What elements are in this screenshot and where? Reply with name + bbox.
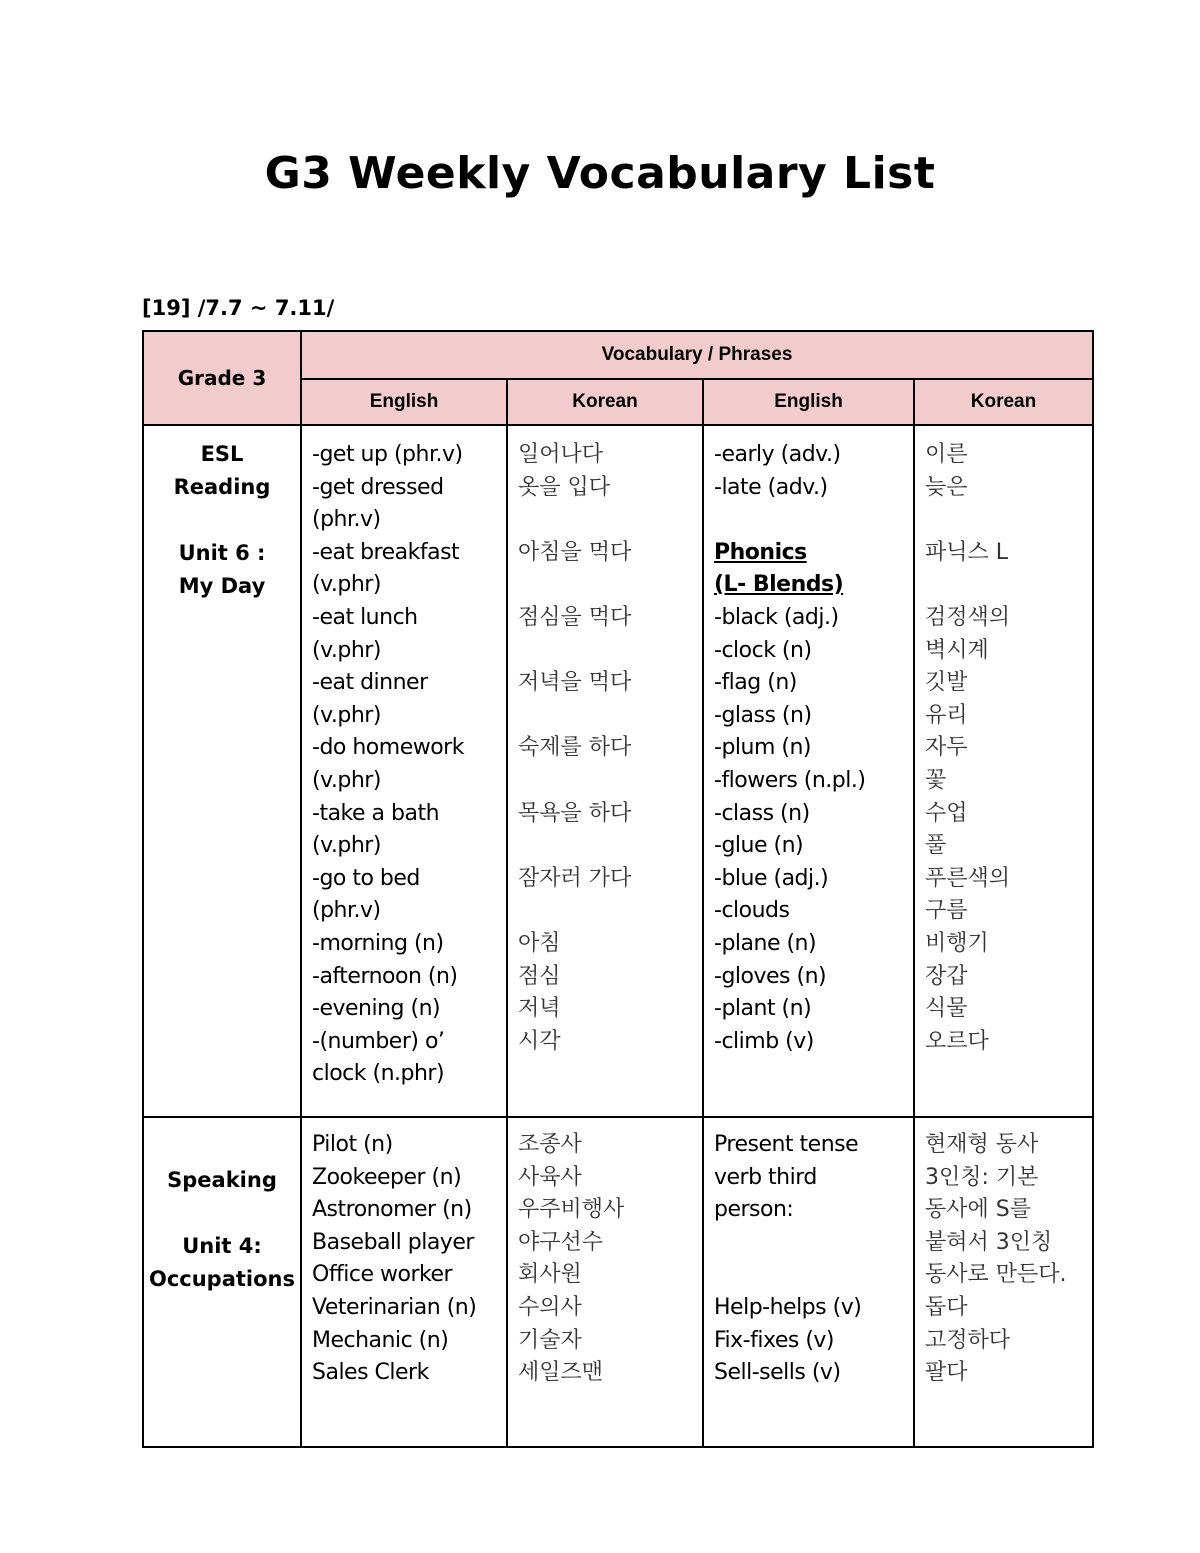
word-entry: Present tense — [714, 1132, 859, 1157]
speaking-korean-column-1 — [507, 1117, 703, 1447]
word-entry — [714, 1227, 903, 1260]
word-entry: -clouds — [714, 898, 790, 924]
word-entry: -flowers (n.pl.) — [714, 767, 866, 793]
word-entry: 시각 — [518, 1028, 561, 1054]
word-entry: 팔다 — [925, 1360, 968, 1386]
word-entry: -flag (n) — [714, 670, 797, 696]
word-entry: 사육사 — [518, 1164, 582, 1190]
word-entry: -clock (n) — [714, 637, 812, 663]
word-entry: -get dressed — [312, 474, 444, 500]
word-entry: -plane (n) — [714, 930, 817, 956]
word-entry: -take a bath — [312, 800, 440, 826]
word-entry: (phr.v) — [312, 507, 381, 533]
word-entry: Sell-sells (v) — [714, 1360, 841, 1386]
word-list — [508, 426, 702, 1058]
esl-korean-column-1 — [507, 425, 703, 1117]
word-list — [915, 426, 1092, 1058]
word-entry: -eat lunch — [312, 604, 418, 630]
vocab-header: Vocabulary / Phrases — [301, 331, 1093, 379]
unit-label-line: My Day — [178, 574, 266, 598]
word-entry: -(number) o’ — [312, 1028, 445, 1054]
week-label: [19] /7.7 ~ 7.11/ — [142, 296, 335, 320]
word-entry: (v.phr) — [312, 767, 381, 793]
word-list — [704, 1118, 913, 1390]
word-entry: -plum (n) — [714, 735, 811, 761]
word-entry: 아침 — [518, 930, 561, 956]
word-entry: 옷을 입다 — [518, 474, 611, 500]
word-list — [302, 1118, 506, 1390]
word-entry: (v.phr) — [312, 833, 381, 859]
word-entry: person: — [714, 1197, 794, 1223]
unit-label-line: Unit 4: — [182, 1234, 262, 1258]
word-entry: -eat breakfast — [312, 539, 460, 565]
word-entry: -afternoon (n) — [312, 963, 458, 989]
english-header-2: English — [703, 379, 914, 425]
word-entry: 이른 — [925, 442, 968, 467]
unit-label-line: Speaking — [167, 1168, 277, 1192]
word-entry: -late (adv.) — [714, 474, 828, 500]
word-entry: 붙혀서 3인칭 — [925, 1229, 1053, 1255]
word-entry — [518, 504, 692, 537]
word-entry: 깃발 — [925, 670, 968, 696]
word-entry: 동사로 만든다. — [925, 1262, 1067, 1288]
word-entry: (v.phr) — [312, 702, 381, 728]
word-entry: Office worker — [312, 1262, 453, 1288]
word-entry: -gloves (n) — [714, 963, 827, 989]
word-entry — [518, 635, 692, 668]
unit-label-line: Unit 6 : — [178, 541, 266, 565]
word-entry: -blue (adj.) — [714, 865, 829, 891]
word-entry: 야구선수 — [518, 1229, 604, 1255]
word-entry: (L- Blends) — [714, 572, 844, 598]
esl-korean-column-2 — [914, 425, 1093, 1117]
word-entry: Phonics — [714, 539, 807, 565]
word-entry: -morning (n) — [312, 930, 444, 956]
word-entry: 자두 — [925, 735, 968, 761]
word-entry: Zookeeper (n) — [312, 1164, 462, 1190]
word-entry: 점심을 먹다 — [518, 604, 632, 630]
word-list — [915, 1118, 1092, 1390]
word-entry: 돕다 — [925, 1294, 968, 1320]
word-entry: 늦은 — [925, 474, 968, 500]
esl-english-column-1 — [301, 425, 507, 1117]
word-entry: -climb (v) — [714, 1028, 814, 1054]
word-entry: -go to bed — [312, 865, 420, 891]
word-list — [302, 426, 506, 1091]
word-entry: 오르다 — [925, 1028, 989, 1054]
english-header-1: English — [301, 379, 507, 425]
word-entry: 일어나다 — [518, 442, 604, 467]
word-entry — [518, 700, 692, 733]
word-entry: 장갑 — [925, 963, 968, 989]
word-entry: 파닉스 L — [925, 539, 1009, 565]
word-entry: 조종사 — [518, 1132, 582, 1157]
word-entry: 저녁 — [518, 996, 561, 1022]
word-entry: 수업 — [925, 800, 968, 826]
word-entry: verb third — [714, 1164, 817, 1190]
word-entry: 풀 — [925, 833, 947, 859]
word-entry: 기술자 — [518, 1327, 582, 1353]
word-entry: 벽시계 — [925, 637, 989, 663]
header-row — [143, 331, 1093, 379]
word-entry — [714, 1259, 903, 1292]
word-entry: 아침을 먹다 — [518, 539, 632, 565]
korean-header-2: Korean — [914, 379, 1093, 425]
word-entry: 3인칭: 기본 — [925, 1164, 1039, 1190]
word-entry: 세일즈맨 — [518, 1360, 604, 1386]
word-entry: -do homework — [312, 735, 464, 761]
speaking-unit-label — [143, 1117, 301, 1447]
word-entry: 목욕을 하다 — [518, 800, 632, 826]
word-entry: 잠자러 가다 — [518, 865, 632, 891]
word-entry: Help-helps (v) — [714, 1294, 862, 1320]
word-entry: 유리 — [925, 702, 968, 728]
word-entry: Fix-fixes (v) — [714, 1327, 834, 1353]
word-entry — [518, 895, 692, 928]
esl-reading-row — [143, 425, 1093, 1117]
word-entry — [714, 504, 903, 537]
word-entry: 비행기 — [925, 930, 989, 956]
word-entry: 점심 — [518, 963, 561, 989]
unit-label-line: Occupations — [148, 1267, 295, 1291]
word-entry: clock (n.phr) — [312, 1061, 445, 1087]
word-entry: 숙제를 하다 — [518, 735, 632, 761]
word-entry: 식물 — [925, 996, 968, 1022]
word-entry: -black (adj.) — [714, 604, 839, 630]
word-entry: Mechanic (n) — [312, 1327, 449, 1353]
word-entry — [518, 569, 692, 602]
vocabulary-table — [142, 330, 1094, 1448]
word-entry: -class (n) — [714, 800, 810, 826]
word-entry — [925, 569, 1082, 602]
word-entry: -glass (n) — [714, 702, 812, 728]
word-entry: Veterinarian (n) — [312, 1294, 477, 1320]
word-entry: 꽃 — [925, 767, 947, 793]
speaking-row — [143, 1117, 1093, 1447]
word-entry: 저녁을 먹다 — [518, 670, 632, 696]
word-entry: 고정하다 — [925, 1327, 1011, 1353]
word-entry: (v.phr) — [312, 637, 381, 663]
word-entry: -eat dinner — [312, 670, 428, 696]
word-entry: (v.phr) — [312, 572, 381, 598]
page-title: G3 Weekly Vocabulary List — [264, 148, 936, 199]
word-entry: -glue (n) — [714, 833, 804, 859]
word-entry: Pilot (n) — [312, 1132, 393, 1157]
word-entry: 우주비행사 — [518, 1197, 625, 1223]
esl-reading-unit-label — [143, 425, 301, 1117]
word-entry: 수의사 — [518, 1294, 582, 1320]
speaking-english-column-2 — [703, 1117, 914, 1447]
unit-label-line: Reading — [173, 475, 271, 499]
word-entry: (phr.v) — [312, 898, 381, 924]
word-entry: Astronomer (n) — [312, 1197, 472, 1223]
word-entry: 현재형 동사 — [925, 1132, 1039, 1157]
word-entry — [518, 830, 692, 863]
speaking-english-column-1 — [301, 1117, 507, 1447]
word-entry: -evening (n) — [312, 996, 441, 1022]
esl-english-column-2 — [703, 425, 914, 1117]
word-entry: 구름 — [925, 898, 968, 924]
word-entry: 검정색의 — [925, 604, 1011, 630]
word-entry: -plant (n) — [714, 996, 812, 1022]
word-entry: -early (adv.) — [714, 442, 841, 467]
word-entry: 동사에 S를 — [925, 1197, 1031, 1223]
word-entry — [518, 765, 692, 798]
korean-header-1: Korean — [507, 379, 703, 425]
grade-header: Grade 3 — [143, 331, 301, 425]
word-entry: 푸른색의 — [925, 865, 1011, 891]
word-list — [508, 1118, 702, 1390]
speaking-korean-column-2 — [914, 1117, 1093, 1447]
word-list — [704, 426, 913, 1058]
word-entry: Baseball player — [312, 1229, 474, 1255]
word-entry: 회사원 — [518, 1262, 582, 1288]
word-entry — [925, 504, 1082, 537]
unit-label-line: ESL — [200, 442, 244, 466]
word-entry: -get up (phr.v) — [312, 442, 463, 467]
word-entry: Sales Clerk — [312, 1360, 429, 1386]
